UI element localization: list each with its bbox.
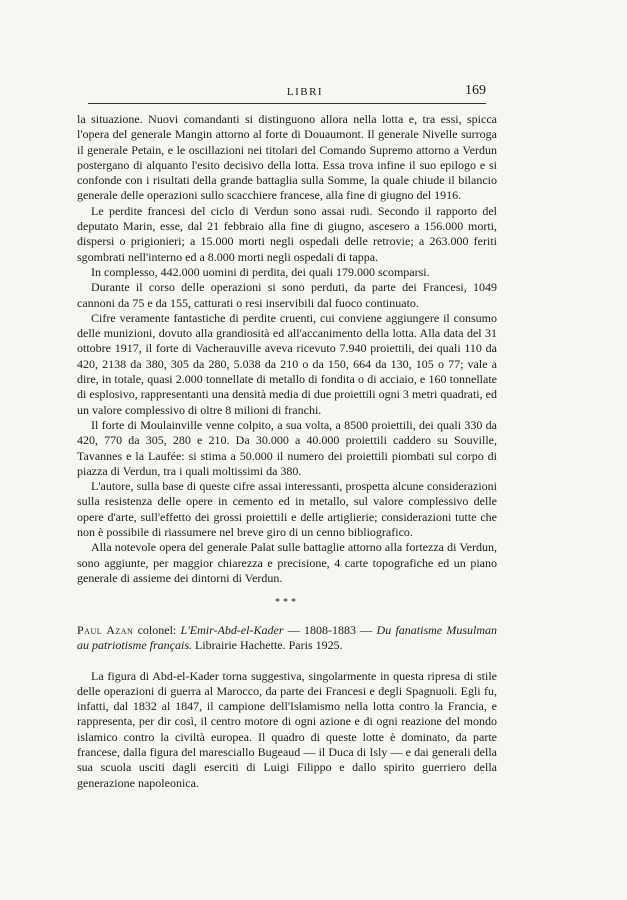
review-author: Paul Azan <box>77 623 134 637</box>
book-review <box>77 623 497 791</box>
section-separator: *** <box>275 597 299 608</box>
review-subtitle: Du fanatisme Musulman au patriotisme français. <box>77 623 498 653</box>
paragraph: Durante il corso delle operazioni si sono perduti, da parte dei Francesi, 1049 cannoni da 75 e da 155, catturati o resi inservibili dal fuoco continuato. <box>77 280 497 310</box>
main-text <box>77 112 497 586</box>
header-rule <box>88 103 486 104</box>
running-title: LIBRI <box>286 86 324 98</box>
review-dates: — 1808-1883 — <box>287 623 373 637</box>
paragraph: In complesso, 442.000 uomini di perdita, dei quali 179.000 scomparsi. <box>91 264 430 279</box>
paragraph: la situazione. Nuovi comandanti si distinguono allora nella lotta e, tra essi, spicca l'opera del generale Mangin attorno al forte di Douaumont. Il generale Nivelle surroga il generale Petain, e le oscillazioni nei titolari del Comando Supremo attorno a Verdun postergano di alquanto l'esito decisivo della lotta. Essa trova infine il suo epilogo e si confonde con i risultati della grande battaglia sulla Somme, la quale chiude il bilancio generale delle operazioni sullo scacchiere francese, alla fine di giugno del 1916. <box>77 112 497 203</box>
review-author-rank: colonel: <box>137 623 177 637</box>
paragraph: Il forte di Moulainville venne colpito, a sua volta, a 8500 proiettili, dei quali 330 da 420, 770 da 305, 280 e 210. Da 30.000 a 40.000 proiettili caddero su Souville, Tavannes e la Laufée: si stima a 50.000 il numero dei proiettili piombati sul corpo di piazza di Verdun, tra i quali moltissimi da 380. <box>77 417 497 478</box>
paragraph: Le perdite francesi del ciclo di Verdun sono assai rudi. Secondo il rapporto del deputato Marin, esse, dal 21 febbraio alla fine di giugno, ascesero a 156.000 morti, dispersi o prigionieri; a 15.000 morti negli ospedali delle retrovie; a 263.000 feriti sgombrati nell'interno ed a 8.000 morti negli ospedali di tappa. <box>77 203 497 264</box>
paragraph: L'autore, sulla base di queste cifre assai interessanti, prospetta alcune considerazioni sulla resistenza delle opere in cemento ed in metallo, sul valore complessivo delle opere d'arte, sull'effetto dei grossi proiettili e delle artiglierie; considerazioni tutte che non è possibile di riassumere nel breve giro di un cenno bibliografico. <box>77 479 497 540</box>
page-number: 169 <box>465 83 486 98</box>
review-paragraph: La figura di Abd-el-Kader torna suggestiva, singolarmente in questa ripresa di stile delle operazioni di guerra al Marocco, da parte dei Francesi e degli Spagnuoli. Egli fu, infatti, dal 1832 al 1847, il campione dell'Islamismo nella lotta contro la Francia, e rappresenta, per dir così, il centro motore di ogni azione e di ogni reazione del mondo islamico contro la civiltà europea. Il quadro di queste lotte è dominato, da parte francese, dalla figura del maresciallo Bugeaud — il Duca di Isly — e dai generali della sua scuola usciti dagli eserciti di Luigi Filippo e dallo spirito guerriero della generazione napoleonica. <box>77 668 497 790</box>
review-title: L'Emir-Abd-el-Kader <box>180 623 284 637</box>
review-citation <box>77 623 497 654</box>
review-publisher: Librairie Hachette. Paris 1925. <box>195 638 343 653</box>
paragraph: Cifre veramente fantastiche di perdite cruenti, cui conviene aggiungere il consumo delle munizioni, dovuto alla grandiosità ed all'accanimento della lotta. Alla data del 31 ottobre 1917, il forte di Vacherauville aveva ricevuto 7.940 proiettili, dei quali 110 da 420, 2138 da 380, 305 da 280, 5.038 da 210 o da 150, 664 da 130, 105 o 77; vale a dire, in totale, quasi 2.000 tonnellate di metallo di fondita o di acciaio, e 160 tonnellate di esplosivo, rappresentanti una densità media di due proiettili ogni 3 metri quadrati, ed un valore complessivo di oltre 8 milioni di franchi. <box>77 310 497 417</box>
paragraph: Alla notevole opera del generale Palat sulle battaglie attorno alla fortezza di Verdun, sono aggiunte, per maggior chiarezza e precisione, 4 carte topografiche ed un piano generale di assieme dei dintorni di Verdun. <box>77 540 497 585</box>
